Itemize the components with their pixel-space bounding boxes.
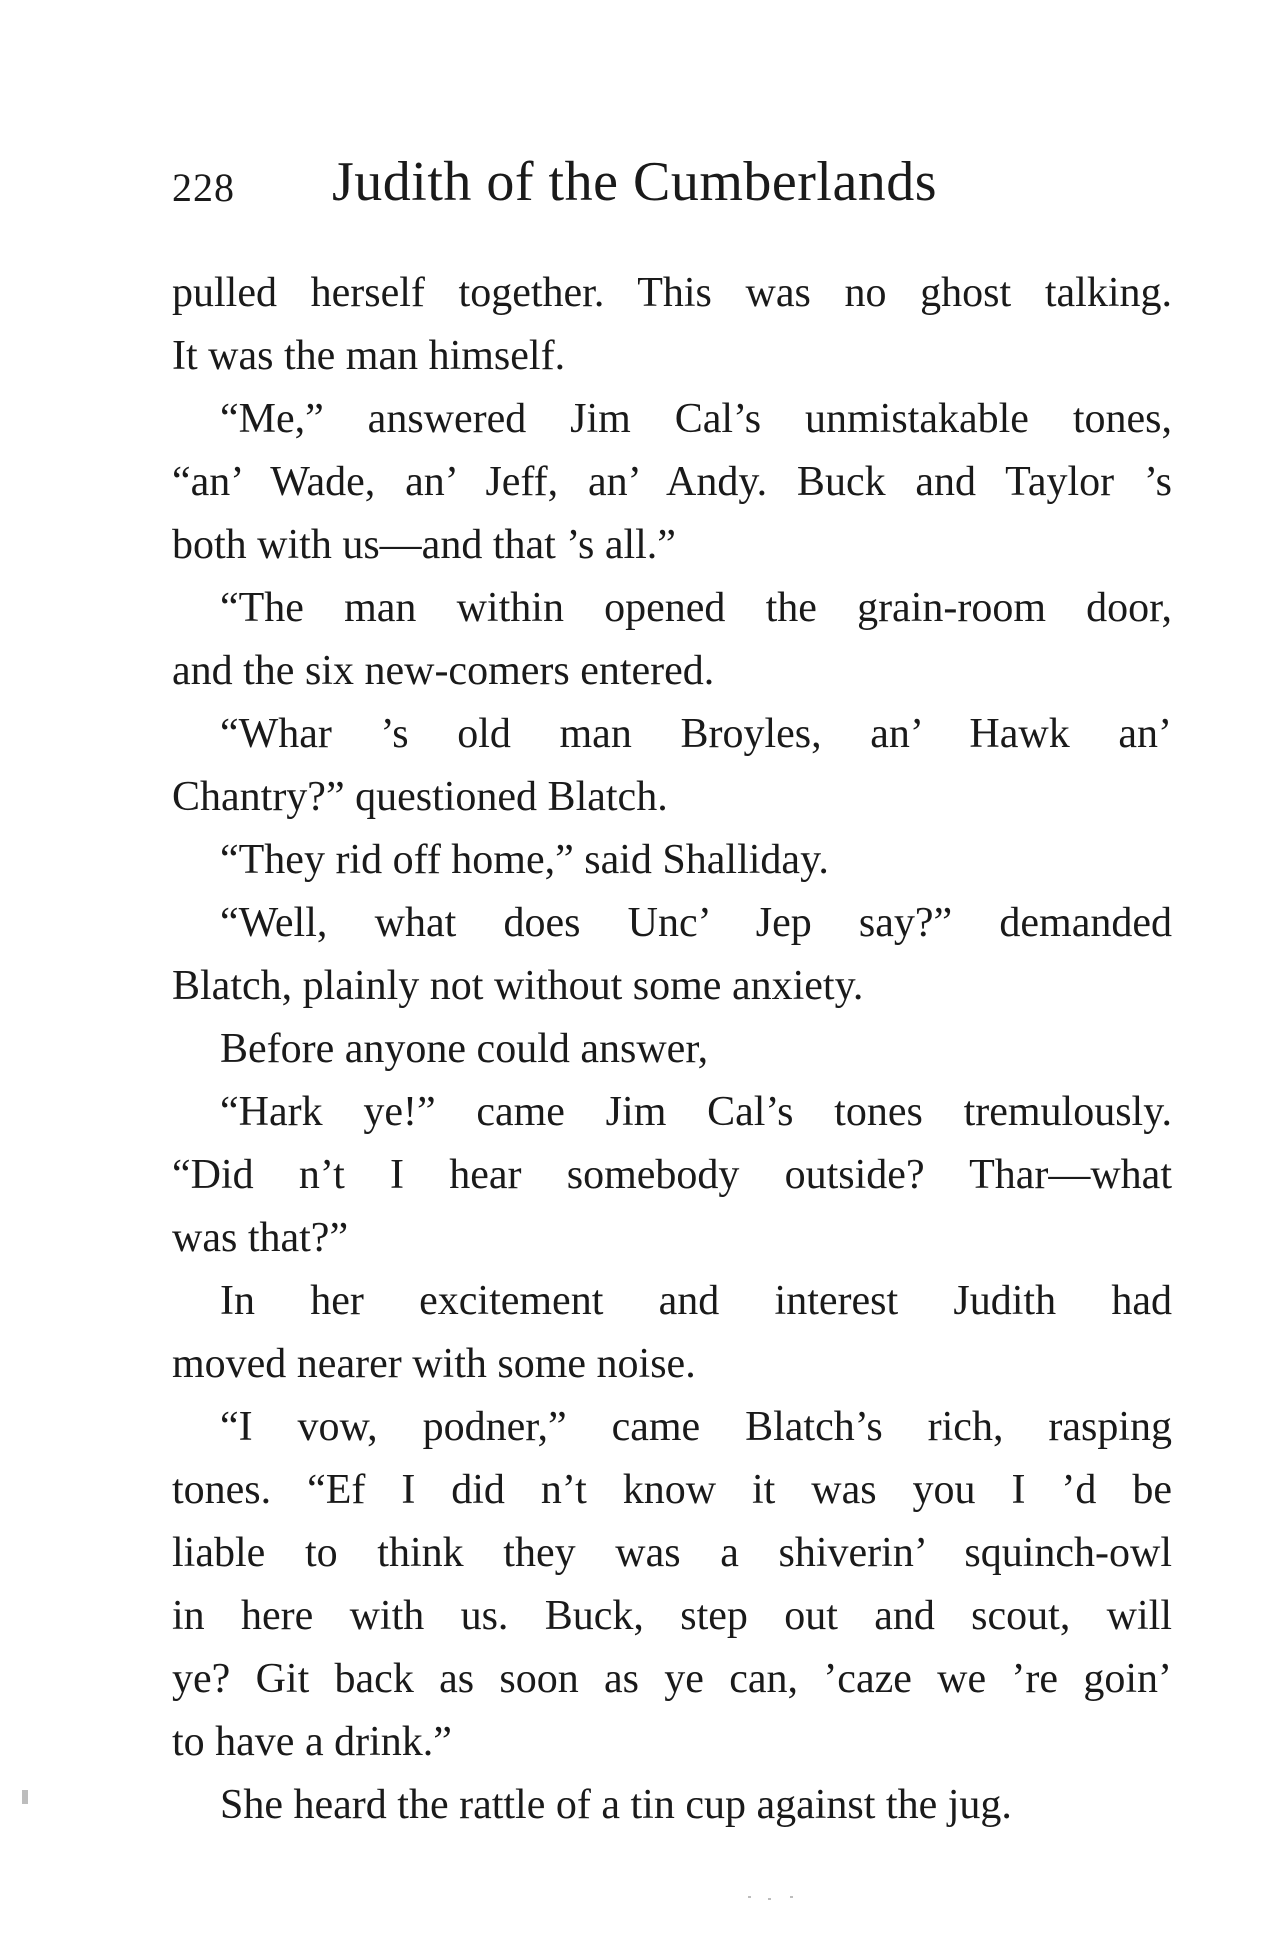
text-line: both with us—and that ’s all.” <box>172 522 676 568</box>
text-line: tones. “Ef I did n’t know it was you I ’d be <box>172 1467 1172 1513</box>
text-line: “an’ Wade, an’ Jeff, an’ Andy. Buck and Taylor ’s <box>172 459 1172 505</box>
text-line: In her excitement and interest Judith had <box>220 1278 1172 1324</box>
text-line: Blatch, plainly not without some anxiety. <box>172 963 864 1009</box>
text-line: Before anyone could answer, <box>220 1026 709 1072</box>
text-line: “Well, what does Unc’ Jep say?” demanded <box>220 900 1172 946</box>
text-line: moved nearer with some noise. <box>172 1341 696 1387</box>
text-line: “They rid off home,” said Shalliday. <box>220 837 829 883</box>
text-line: Chantry?” questioned Blatch. <box>172 774 668 820</box>
text-line: liable to think they was a shiverin’ squinch-owl <box>172 1530 1172 1576</box>
page-number: 228 <box>172 165 235 210</box>
body-text <box>172 262 1172 1837</box>
scan-speck <box>748 1896 751 1898</box>
text-line: was that?” <box>172 1215 349 1261</box>
scan-speck <box>22 1790 28 1804</box>
text-line: She heard the rattle of a tin cup against the jug. <box>220 1782 1012 1828</box>
text-line: pulled herself together. This was no ghost talking. <box>172 270 1172 316</box>
text-line: “I vow, podner,” came Blatch’s rich, rasping <box>220 1404 1172 1450</box>
text-line: It was the man himself. <box>172 333 566 379</box>
text-line: ye? Git back as soon as ye can, ’caze we ’re goin’ <box>172 1656 1172 1702</box>
scan-speck <box>790 1896 793 1898</box>
text-line: “Me,” answered Jim Cal’s unmistakable tones, <box>220 396 1172 442</box>
text-line: “Did n’t I hear somebody outside? Thar—what <box>172 1152 1172 1198</box>
text-line: “Whar ’s old man Broyles, an’ Hawk an’ <box>220 711 1172 757</box>
text-line: “The man within opened the grain-room door, <box>220 585 1172 631</box>
text-line: to have a drink.” <box>172 1719 452 1765</box>
text-line: in here with us. Buck, step out and scout, will <box>172 1593 1172 1639</box>
text-line: and the six new-comers entered. <box>172 648 715 694</box>
scan-speck <box>768 1898 771 1900</box>
running-title: Judith of the Cumberlands <box>332 151 938 213</box>
text-line: “Hark ye!” came Jim Cal’s tones tremulously. <box>220 1089 1172 1135</box>
page-header <box>172 150 1072 220</box>
